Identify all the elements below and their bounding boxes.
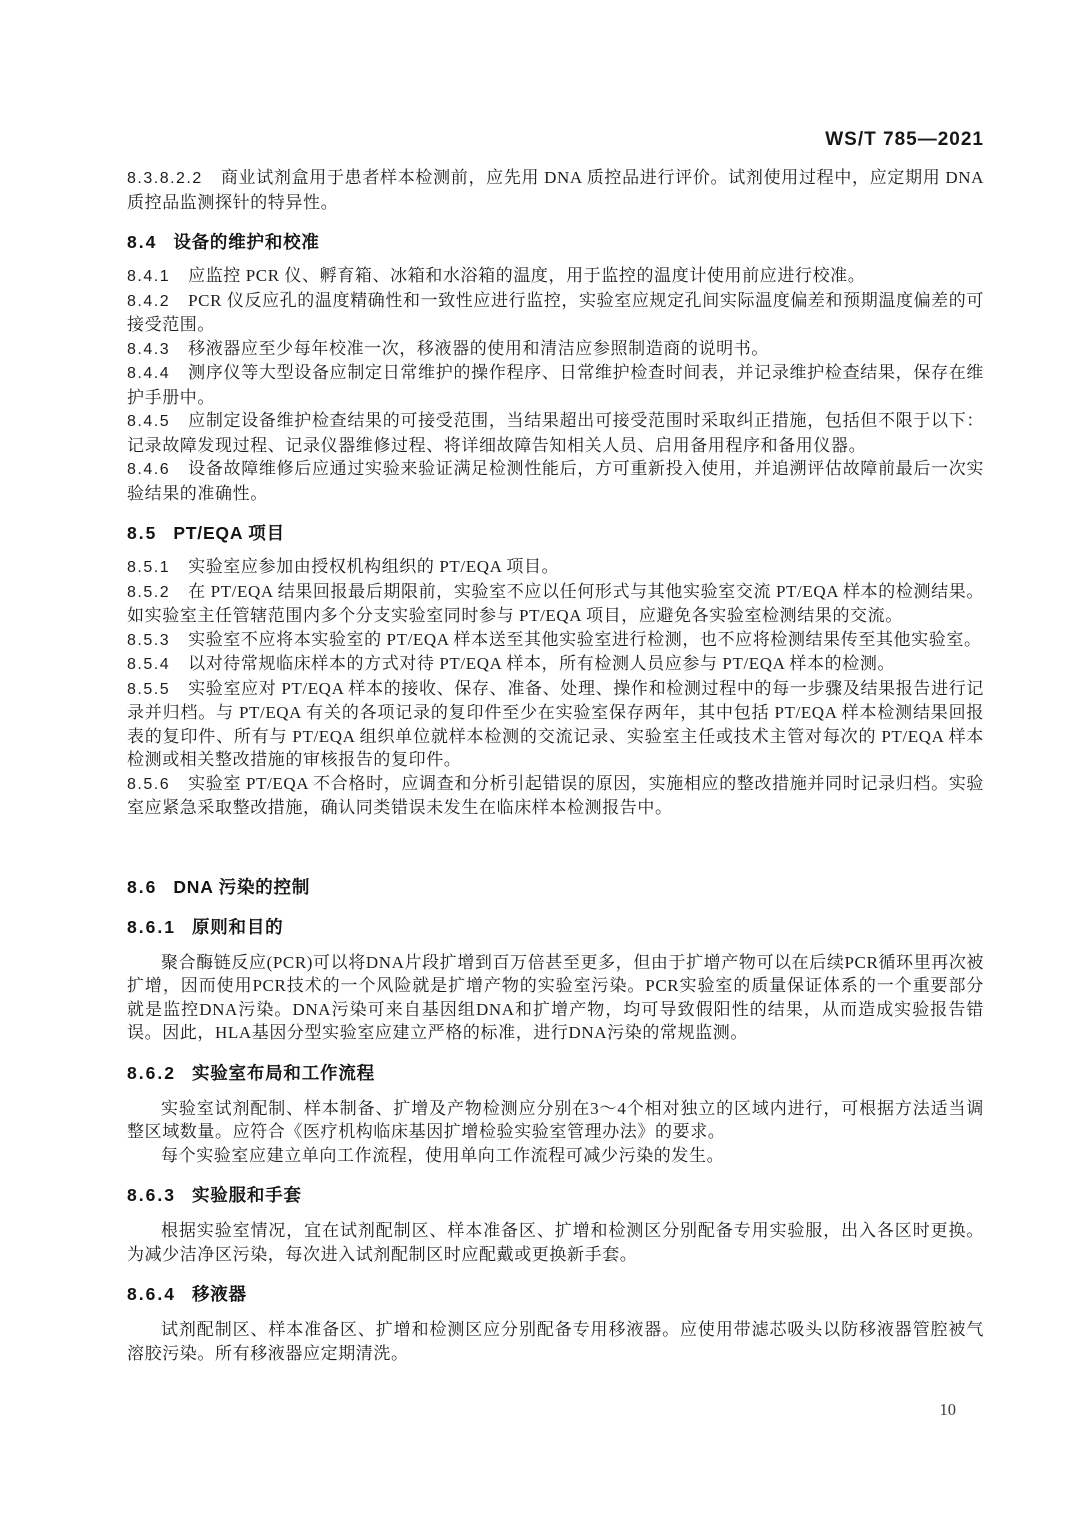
- paragraph-text: 以对待常规临床样本的方式对待 PT/EQA 样本，所有检测人员应参与 PT/EQA 样本的检测。: [188, 654, 896, 673]
- clause-number: 8.4.4: [127, 365, 171, 382]
- document-body: [127, 166, 984, 1365]
- clause-8.5.5: [127, 677, 984, 772]
- clause-number: 8.5.4: [127, 656, 171, 673]
- clause-number: 8.4.3: [127, 340, 171, 358]
- paragraph-text: 实验室试剂配制、样本制备、扩增及产物检测应分别在3～4个相对独立的区域内进行，可根据方法适当调整区域数量。应符合《医疗机构临床基因扩增检验实验室管理办法》的要求。: [127, 1098, 984, 1141]
- clause-number: 8.6.1: [127, 916, 176, 937]
- subsection-heading-8.6.4: [127, 1282, 984, 1306]
- clause-8.5.6: [127, 772, 984, 820]
- clause-8.4.1: [127, 264, 984, 289]
- paragraph-text: 实验室应参加由授权机构组织的 PT/EQA 项目。: [188, 557, 560, 576]
- subsection-heading-8.6.2: [127, 1061, 984, 1085]
- paragraph-text: 应监控 PCR 仪、孵育箱、冰箱和水浴箱的温度，用于监控的温度计使用前应进行校准。: [188, 266, 866, 285]
- paragraph-text: 应制定设备维护检查结果的可接受范围，当结果超出可接受范围时采取纠正措施，包括但不限于以下：记录故障发现过程、记录仪器维修过程、将详细故障告知相关人员、启用备用程序和备用仪器。: [127, 411, 984, 455]
- clause-8.4.3: [127, 337, 984, 362]
- clause-number: 8.4.5: [127, 413, 171, 430]
- paragraph-text: 聚合酶链反应(PCR)可以将DNA片段扩增到百万倍甚至更多，但由于扩增产物可以在后续PCR循环里再次被扩增，因而使用PCR技术的一个风险就是扩增产物的实验室污染。PCR实验室的质量保证体系的一个重要部分就是监控DNA污染。DNA污染可来自基因组DNA和扩增产物，均可导致假阳性的结果，从而造成实验报告错误。因此，HLA基因分型实验室应建立严格的标准，进行DNA污染的常规监测。: [127, 952, 985, 1042]
- clause-number: 8.6.4: [127, 1284, 176, 1304]
- paragraph-text: 实验室 PT/EQA 不合格时，应调查和分析引起错误的原因，实施相应的整改措施并同时记录归档。实验室应紧急采取整改措施，确认同类错误未发生在临床样本检测报告中。: [127, 773, 984, 817]
- clause-number: 8.4: [127, 232, 158, 252]
- paragraph-text: 移液器应至少每年校准一次，移液器的使用和清洁应参照制造商的说明书。: [188, 338, 769, 358]
- body-paragraph-20: [127, 1144, 984, 1168]
- section-heading-8.6: [127, 875, 984, 899]
- page-number: 10: [939, 1400, 956, 1419]
- clause-number: 8.4.2: [127, 292, 171, 310]
- subsection-heading-text: 实验室布局和工作流程: [191, 1062, 375, 1083]
- body-paragraph-17: [127, 951, 984, 1045]
- clause-number: 8.6.2: [127, 1062, 176, 1083]
- clause-8.5.3: [127, 628, 984, 653]
- section-heading-8.4: [127, 230, 984, 254]
- paragraph-text: 试剂配制区、样本准备区、扩增和检测区应分别配备专用移液器。应使用带滤芯吸头以防移液器管腔被气溶胶污染。所有移液器应定期清洗。: [127, 1320, 984, 1363]
- subsection-heading-text: 原则和目的: [191, 916, 284, 937]
- clause-number: 8.5.1: [127, 559, 171, 576]
- clause-number: 8.3.8.2.2: [127, 170, 203, 187]
- standard-number-header: WS/T 785—2021: [825, 129, 984, 150]
- clause-8.4.4: [127, 361, 984, 409]
- clause-number: 8.5.5: [127, 680, 171, 698]
- section-heading-text: 设备的维护和校准: [173, 232, 320, 252]
- clause-number: 8.4.6: [127, 461, 171, 478]
- paragraph-text: 设备故障维修后应通过实验来验证满足检测性能后，方可重新投入使用，并追溯评估故障前最后一次实验结果的准确性。: [127, 459, 984, 503]
- clause-8.4.5: [127, 409, 984, 457]
- clause-8.5.4: [127, 652, 984, 677]
- paragraph-text: 测序仪等大型设备应制定日常维护的操作程序、日常维护检查时间表，并记录维护检查结果，保存在维护手册中。: [127, 363, 984, 407]
- subsection-heading-text: 移液器: [191, 1284, 247, 1304]
- body-paragraph-19: [127, 1097, 984, 1144]
- clause-number: 8.5.2: [127, 583, 171, 601]
- paragraph-text: 在 PT/EQA 结果回报最后期限前，实验室不应以任何形式与其他实验室交流 PT/EQA 样本的检测结果。如实验室主任管辖范围内多个分支实验室同时参与 PT/EQA 项目，应避免各实验室检测结果的交流。: [127, 581, 984, 625]
- section-heading-text: PT/EQA 项目: [173, 523, 285, 543]
- body-paragraph-22: [127, 1219, 984, 1266]
- paragraph-text: 实验室应对 PT/EQA 样本的接收、保存、准备、处理、操作和检测过程中的每一步骤及结果报告进行记录并归档。与 PT/EQA 有关的各项记录的复印件至少在实验室保存两年，其中包括 PT/EQA 样本检测结果回报表的复印件、所有与 PT/EQA 组织单位就样本检测的交流记录、实验室主任或技术主管对每次的 PT/EQA 样本检测或相关整改措施的审核报告的复印件。: [127, 678, 984, 769]
- clause-number: 8.5.6: [127, 775, 171, 793]
- subsection-heading-text: 实验服和手套: [191, 1185, 302, 1205]
- subsection-heading-8.6.3: [127, 1183, 984, 1207]
- clause-8.3.8.2.2: [127, 166, 984, 214]
- clause-8.4.2: [127, 289, 984, 337]
- clause-number: 8.5: [127, 523, 158, 543]
- paragraph-text: PCR 仪反应孔的温度精确性和一致性应进行监控，实验室应规定孔间实际温度偏差和预期温度偏差的可接受范围。: [127, 290, 984, 334]
- section-heading-text: DNA 污染的控制: [173, 876, 311, 897]
- clause-8.5.2: [127, 580, 984, 628]
- clause-number: 8.5.3: [127, 631, 171, 649]
- clause-8.4.6: [127, 457, 984, 505]
- clause-number: 8.4.1: [127, 268, 171, 285]
- paragraph-text: 每个实验室应建立单向工作流程，使用单向工作流程可减少污染的发生。: [161, 1145, 725, 1165]
- body-paragraph-24: [127, 1318, 984, 1365]
- clause-number: 8.6.3: [127, 1185, 176, 1205]
- clause-8.5.1: [127, 555, 984, 580]
- paragraph-text: 根据实验室情况，宜在试剂配制区、样本准备区、扩增和检测区分别配备专用实验服，出入各区时更换。为减少洁净区污染，每次进入试剂配制区时应配戴或更换新手套。: [127, 1221, 984, 1264]
- paragraph-text: 商业试剂盒用于患者样本检测前，应先用 DNA 质控品进行评价。试剂使用过程中，应定期用 DNA 质控品监测探针的特异性。: [127, 168, 984, 212]
- clause-number: 8.6: [127, 876, 158, 897]
- subsection-heading-8.6.1: [127, 915, 984, 939]
- paragraph-text: 实验室不应将本实验室的 PT/EQA 样本送至其他实验室进行检测，也不应将检测结果传至其他实验室。: [188, 629, 982, 649]
- section-heading-8.5: [127, 521, 984, 545]
